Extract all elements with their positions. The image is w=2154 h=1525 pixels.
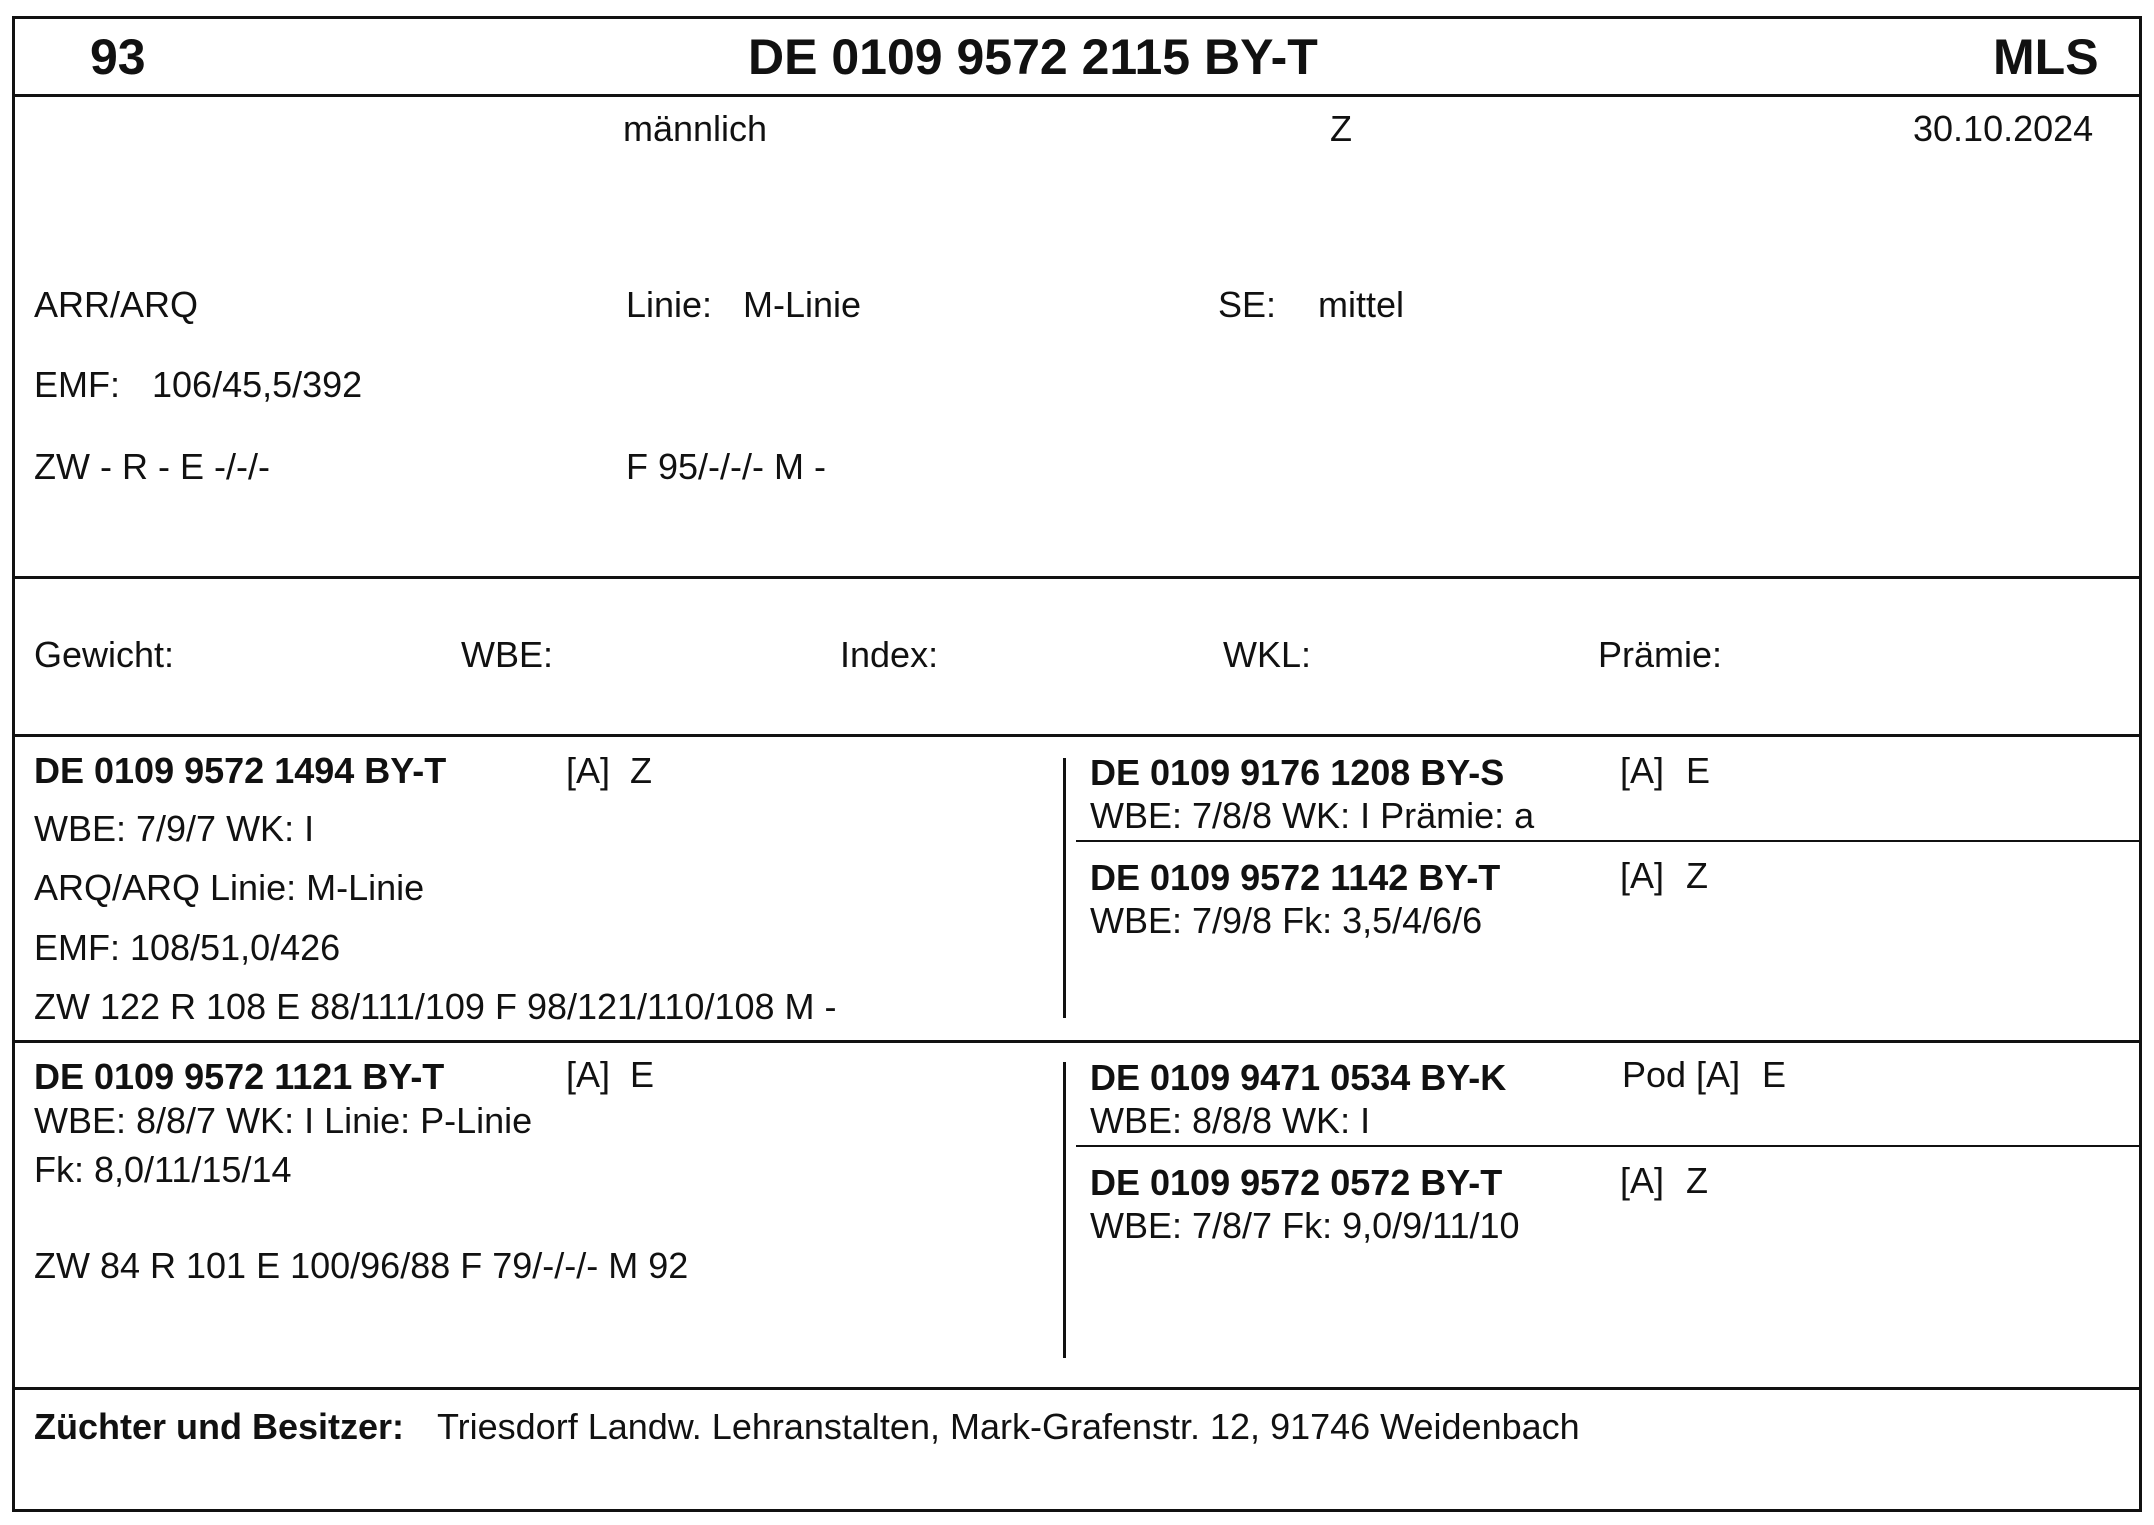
sire-dam-divider	[12, 1040, 2142, 1043]
dam-sire-tag: Pod [A]	[1622, 1054, 1741, 1095]
animal-number: 93	[90, 29, 146, 85]
metrics-divider	[12, 734, 2142, 737]
f-line: F 95/-/-/- M -	[626, 446, 826, 487]
breeder-owner-value: Triesdorf Landw. Lehranstalten, Mark-Grafenstr. 12, 91746 Weidenbach	[437, 1406, 1580, 1447]
sire-grandparents-divider	[1076, 840, 2142, 842]
sire-sire-tag: [A]	[1620, 750, 1665, 791]
dam-dam-mark: Z	[1686, 1160, 1708, 1201]
dam-mark: E	[630, 1054, 655, 1095]
sire-sire-id: DE 0109 9176 1208 BY-S	[1090, 752, 1505, 793]
sire-sire-line-1: WBE: 7/8/8 WK: I Prämie: a	[1090, 795, 1535, 836]
sire-dam-tag: [A]	[1620, 855, 1665, 896]
dam-tag: [A]	[566, 1054, 611, 1095]
sire-line-1: WBE: 7/9/7 WK: I	[34, 808, 315, 849]
dam-dam-line-1: WBE: 7/8/7 Fk: 9,0/9/11/10	[1090, 1205, 1520, 1246]
herdbook-code: MLS	[1993, 29, 2099, 85]
sire-mark: Z	[630, 750, 652, 791]
dam-sire-line-1: WBE: 8/8/8 WK: I	[1090, 1100, 1371, 1141]
breeder-owner-label: Züchter und Besitzer:	[34, 1406, 405, 1447]
header-divider	[12, 94, 2142, 97]
index-label: Index:	[840, 634, 939, 675]
sire-id: DE 0109 9572 1494 BY-T	[34, 750, 447, 791]
sire-line-2: ARQ/ARQ Linie: M-Linie	[34, 867, 425, 908]
dam-dam-tag: [A]	[1620, 1160, 1665, 1201]
genotype: ARR/ARQ	[34, 284, 199, 325]
linie-label: Linie:	[626, 284, 713, 325]
sire-line-3: EMF: 108/51,0/426	[34, 927, 341, 968]
animal-ear-tag: DE 0109 9572 2115 BY-T	[748, 29, 1318, 85]
dam-line-3: ZW 84 R 101 E 100/96/88 F 79/-/-/- M 92	[34, 1245, 689, 1286]
footer-divider	[12, 1387, 2142, 1390]
sire-dam-id: DE 0109 9572 1142 BY-T	[1090, 857, 1501, 898]
se-value: mittel	[1318, 284, 1405, 325]
sire-tag: [A]	[566, 750, 611, 791]
dam-id: DE 0109 9572 1121 BY-T	[34, 1056, 445, 1097]
se-label: SE:	[1218, 284, 1277, 325]
dam-dam-id: DE 0109 9572 0572 BY-T	[1090, 1162, 1503, 1203]
zw-line: ZW - R - E -/-/-	[34, 446, 270, 487]
wbe-label: WBE:	[461, 634, 554, 675]
dam-sire-id: DE 0109 9471 0534 BY-K	[1090, 1057, 1507, 1098]
info-divider	[12, 576, 2142, 579]
praemie-label: Prämie:	[1598, 634, 1723, 675]
z-mark: Z	[1330, 108, 1352, 149]
wkl-label: WKL:	[1223, 634, 1312, 675]
dam-sire-mark: E	[1762, 1054, 1787, 1095]
sire-dam-mark: Z	[1686, 855, 1708, 896]
sex: männlich	[623, 108, 768, 149]
dam-line-2: Fk: 8,0/11/15/14	[34, 1149, 292, 1190]
sire-dam-line-1: WBE: 7/9/8 Fk: 3,5/4/6/6	[1090, 900, 1483, 941]
dam-grandparents-divider	[1076, 1145, 2142, 1147]
sire-sire-mark: E	[1686, 750, 1711, 791]
emf-label: EMF:	[34, 364, 120, 405]
dam-line-1: WBE: 8/8/7 WK: I Linie: P-Linie	[34, 1100, 533, 1141]
birth-date: 30.10.2024	[1913, 108, 2094, 149]
dam-vertical-divider	[1063, 1062, 1066, 1358]
sire-line-4: ZW 122 R 108 E 88/111/109 F 98/121/110/108 M -	[34, 986, 837, 1027]
gewicht-label: Gewicht:	[34, 634, 175, 675]
linie-value: M-Linie	[743, 284, 862, 325]
sire-vertical-divider	[1063, 758, 1066, 1018]
emf-value: 106/45,5/392	[152, 364, 363, 405]
